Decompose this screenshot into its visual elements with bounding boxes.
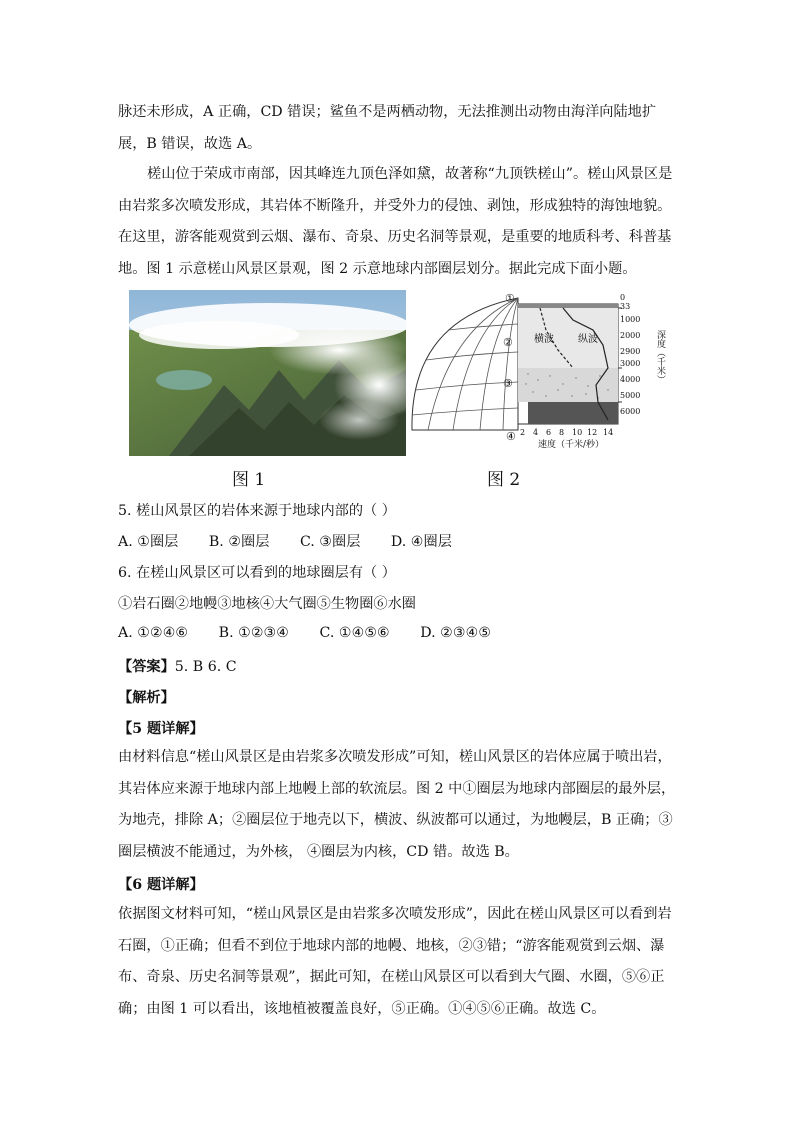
speed-tick: 14 — [603, 428, 614, 437]
depth-tick: 2000 — [620, 331, 641, 340]
figure-1-caption: 图 1 — [232, 470, 266, 490]
option-b: B. ①②③④ — [218, 625, 289, 641]
depth-axis-title: 深度（千米） — [655, 330, 665, 384]
depth-tick: 2900 — [620, 347, 641, 356]
depth-tick: 33 — [620, 302, 631, 311]
figure-2-earth-layers-diagram — [408, 290, 678, 450]
material-paragraph: 槎山位于荣成市南部，因其峰连九顶色泽如黛，故著称“九顶铁槎山”。槎山风景区是由岩浆多次喷发形成，其岩体不断隆升，并受外力的侵蚀、剥蚀，形成独特的海蚀地貌。在这里，游客能观赏到云烟、瀑布、奇泉、历史名洞等景观，是重要的地质科考、科普基地。图 1 示意槎山风景区景观，图 2 示意地球内部圈层划分。据此完成下面小题。 — [118, 166, 673, 277]
detail-6-text: 依据图文材料可知，“槎山风景区是由岩浆多次喷发形成”，因此在槎山风景区可以看到岩石圈，①正确；但看不到位于地球内部的地幔、地核，②③错；“游客能观赏到云烟、瀑布、奇泉、历史名洞等景观”，据此可知，在槎山风景区可以看到大气圈、水圈，⑤⑥正确；由图 1 可以看出，该地植被覆盖良好，⑤正确。①④⑤⑥正确。故选 C。 — [118, 906, 672, 1017]
wave-label-p: 纵波 — [578, 334, 598, 345]
speed-axis-title: 速度（千米/秒） — [538, 440, 605, 450]
answer-line — [118, 656, 237, 676]
depth-tick: 3000 — [620, 359, 641, 368]
option-c: C. ①④⑤⑥ — [319, 625, 390, 641]
option-d: D. ④圈层 — [390, 534, 452, 550]
question-6-stem: 6. 在槎山风景区可以看到的地球圈层有（ ） — [118, 565, 396, 581]
detail-5-label: 【5 题详解】 — [118, 721, 204, 737]
layer-label-2: ② — [503, 336, 513, 349]
layer-label-1: ① — [505, 292, 515, 305]
depth-tick: 1000 — [620, 315, 641, 324]
question-5-stem: 5. 槎山风景区的岩体来源于地球内部的（ ） — [118, 503, 396, 519]
speed-tick: 8 — [559, 428, 565, 437]
speed-tick: 6 — [546, 428, 552, 437]
detail-6-label: 【6 题详解】 — [118, 877, 204, 893]
answer-label: 【答案】 — [118, 659, 175, 675]
question-6-items: ①岩石圈②地幔③地核④大气圈⑤生物圈⑥水圈 — [118, 596, 416, 612]
question-6-options — [118, 625, 517, 641]
layer-label-3: ③ — [503, 377, 513, 390]
option-d: D. ②③④⑤ — [420, 625, 492, 641]
detail-5-text: 由材料信息“槎山风景区是由岩浆多次喷发形成”可知，槎山风景区的岩体应属于喷出岩，其岩体应来源于地球内部上地幔上部的软流层。图 2 中①圈层为地球内部圈层的最外层，为地壳，排除 A；②圈层位于地壳以下，横波、纵波都可以通过，为地幔层，B 正确；③圈层横波不能通过，为外核， ④圈层为内核，CD 错。故选 B。 — [118, 749, 676, 860]
option-a: A. ①圈层 — [118, 534, 179, 550]
option-a: A. ①②④⑥ — [118, 625, 189, 641]
layer-label-4: ④ — [506, 430, 516, 443]
question-5-options — [118, 531, 478, 551]
option-b: B. ②圈层 — [208, 534, 270, 550]
wave-label-s: 横波 — [534, 334, 554, 345]
continuation-paragraph: 脉还未形成，A 正确，CD 错误；鲨鱼不是两栖动物，无法推测出动物由海洋向陆地扩展，B 错误，故选 A。 — [118, 104, 657, 152]
speed-tick: 12 — [587, 428, 598, 437]
answer-text: 5. B 6. C — [174, 659, 237, 675]
speed-tick: 10 — [572, 428, 583, 437]
depth-tick: 0 — [620, 293, 626, 302]
analysis-label: 【解析】 — [118, 690, 175, 706]
figure-1-landscape-photo — [129, 290, 406, 456]
figure-2-caption: 图 2 — [487, 470, 521, 490]
speed-tick: 2 — [520, 428, 526, 437]
depth-tick: 6000 — [620, 407, 641, 416]
speed-tick: 4 — [533, 428, 539, 437]
depth-tick: 5000 — [620, 391, 641, 400]
option-c: C. ③圈层 — [299, 534, 361, 550]
depth-tick: 4000 — [620, 375, 641, 384]
